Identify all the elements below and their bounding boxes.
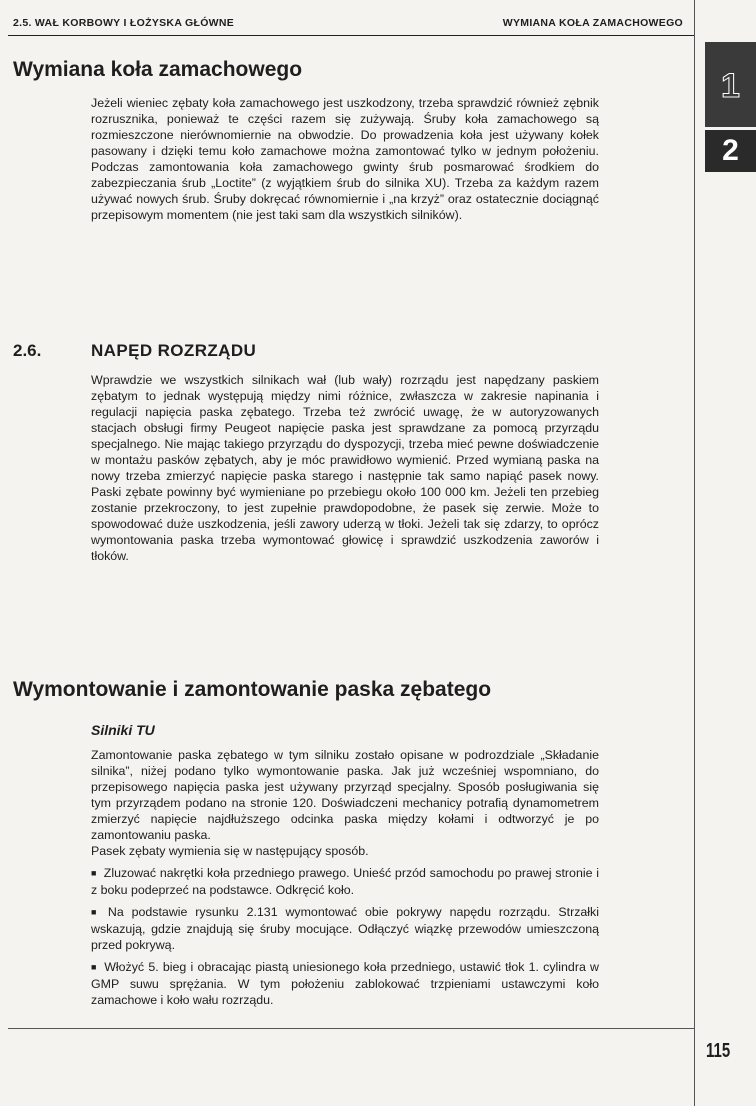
chapter-tab-1: 1 [705, 42, 756, 127]
section-number: 2.6. [13, 341, 42, 360]
paragraph-flywheel: Jeżeli wieniec zębaty koła zamachowego jest uszkodzony, trzeba sprawdzić również zębnik rozrusznika, ponieważ te części razem się zużywają. Śruby koła zamachowego są rozmieszczone nierównomiernie na obwodzie. Do prowadzenia koła jest używany kołek pasowany i dzięki temu koło zamachowe można zamontować tylko w jednym położeniu. Podczas zamontowania koła zamachowego gwinty śrub posmarować środkiem do zabezpieczania śrub „Loctite” (z wyjątkiem śrub do silnika XU). Trzeba za każdym razem używać nowych śrub. Śruby dokręcać równomiernie i „na krzyż” oraz ostatecznie dociągnąć przepisowym momentem (nie jest taki sam dla wszystkich silników). [91, 96, 599, 222]
section-title-timing: NAPĘD ROZRZĄDU [91, 341, 257, 360]
chapter-tab-2: 2 [705, 130, 756, 172]
step-item: ■ Zluzować nakrętki koła przedniego prawego. Unieść przód samochodu po prawej stronie i z boku podeprzeć na podstawce. Odkręcić koło. [91, 865, 599, 898]
paragraph-belt-lead: Pasek zębaty wymienia się w następujący sposób. [91, 844, 369, 858]
header-chapter: 2.5. WAŁ KORBOWY I ŁOŻYSKA GŁÓWNE [13, 17, 235, 29]
page-number: 115 [706, 1040, 731, 1062]
footer-rule [8, 1028, 694, 1029]
belt-text-block [91, 747, 599, 1008]
step-item: ■ Włożyć 5. bieg i obracając piastą uniesionego koła przedniego, ustawić tłok 1. cylindra w GMP suwu sprężania. W tym położeniu zablokować trzpieniami ustawczymi koło zamachowe i koło wału rozrządu. [91, 959, 599, 1008]
subsection-title: Silniki TU [91, 722, 155, 738]
step-item: ■ Na podstawie rysunku 2.131 wymontować obie pokrywy napędu rozrządu. Strzałki wskazują, gdzie znajdują się śruby mocujące. Odłączyć wiązkę przewodów umieszczoną przed pokrywą. [91, 904, 599, 953]
section-title-belt: Wymontowanie i zamontowanie paska zębatego [13, 678, 492, 701]
paragraph-belt-intro: Zamontowanie paska zębatego w tym silniku zostało opisane w podrozdziale „Składanie silnika”, niżej podano tylko wymontowanie paska. Jak już wcześniej wspomniano, do przepisowego napięcia paska jest używany przyrząd specjalny. Sposób posługiwania się tym przyrządem podano na stronie 120. Doświadczeni mechanicy potrafią dynamometrem zmierzyć napięcie najdłuższego odcinka paska między kołami i odtworzyć je po zamontowaniu paska. [91, 748, 599, 842]
header-topic: WYMIANA KOŁA ZAMACHOWEGO [502, 17, 683, 29]
paragraph-timing: Wprawdzie we wszystkich silnikach wał (lub wały) rozrządu jest napędzany paskiem zębatym to jednak występują między nimi różnice, zwłaszcza w zakresie napinania i regulacji napięcia paska zębatego. Trzeba też zwrócić uwagę, że w autoryzowanych stacjach obsługi firmy Peugeot napięcie paska jest sprawdzane za pomocą przyrządu specjalnego. Nie mając takiego przyrządu do dyspozycji, trzeba mieć pewne doświadczenie w montażu pasków zębatych, aby je móc prawidłowo wymienić. Przed wymianą paska na nowy trzeba zmierzyć napięcie paska starego i następnie tak samo napiąć pasek nowy. Paski zębate powinny być wymieniane po przebiegu około 100 000 km. Jeżeli ten przebieg zostanie przekroczony, to jest zupełnie prawdopodobne, że pasek się zerwie. Może to spowodować duże uszkodzenia, jeśli zawory uderzą w tłoki. Jeżeli tak się zdarzy, to oprócz wymontowania paska trzeba wymontować głowicę i sprawdzić uszkodzenia zaworów i tłoków. [91, 373, 599, 563]
section-title-flywheel: Wymiana koła zamachowego [13, 58, 303, 81]
header-rule [8, 35, 694, 36]
margin-line [694, 0, 695, 1106]
